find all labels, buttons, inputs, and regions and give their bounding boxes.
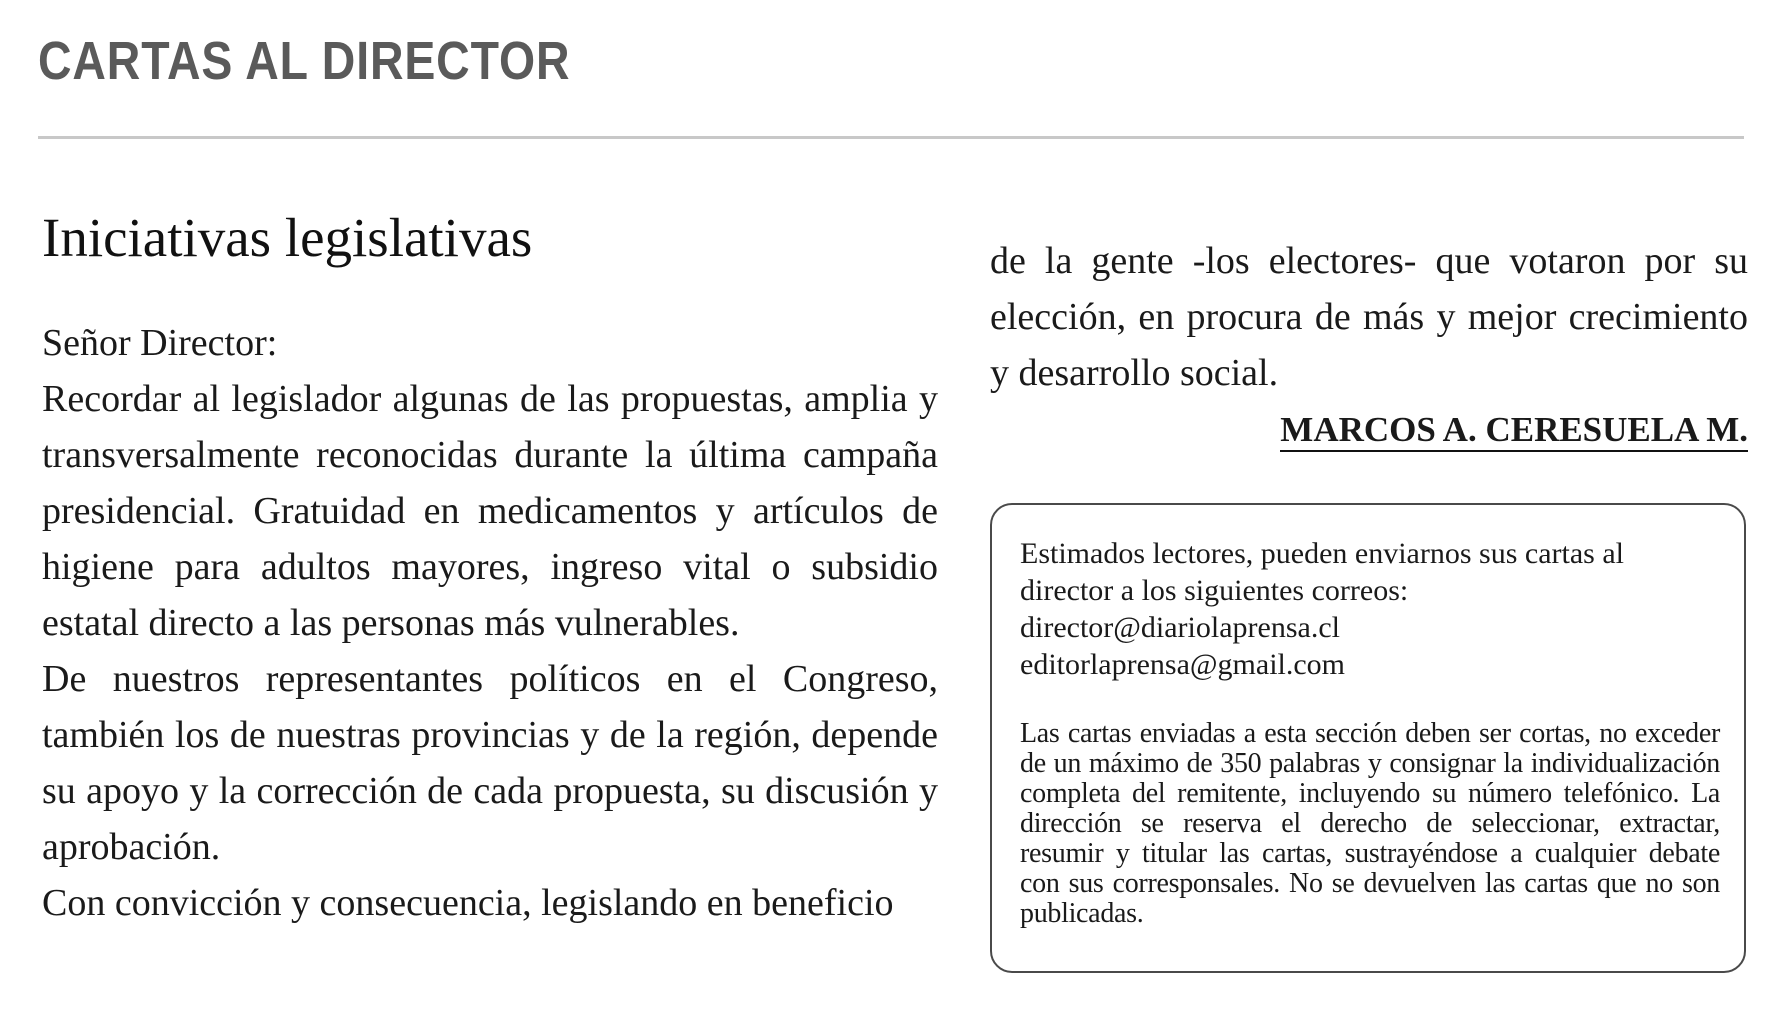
letter-signature bbox=[990, 407, 1748, 453]
notice-intro-line-2: director a los siguientes correos: bbox=[1020, 574, 1409, 607]
notice-intro-line-1: Estimados lectores, pueden enviarnos sus cartas al bbox=[1020, 537, 1624, 570]
letter-right-column bbox=[990, 233, 1748, 453]
reader-notice-box bbox=[990, 503, 1746, 973]
letter-continuation: de la gente -los electores- que votaron por su elección, en procura de más y mejor crecimiento y desarrollo social. bbox=[990, 240, 1748, 394]
notice-rules-text: Las cartas enviadas a esta sección deben ser cortas, no exceder de un máximo de 350 palabras y consignar la individualización completa del remitente, incluyendo su número telefónico. La dirección se reserva el derecho de seleccionar, extractar, resumir y titular las cartas, sustrayéndose a cualquier debate con sus corresponsales. No se devuelven las cartas que no son publicadas. bbox=[1020, 718, 1720, 929]
letter-salutation: Señor Director: bbox=[42, 322, 278, 364]
letter-title: Iniciativas legislativas bbox=[42, 207, 533, 268]
letter-paragraph-2: De nuestros representantes políticos en el Congreso, también los de nuestras provincias y de la región, depende su apoyo y la corrección de cada propuesta, su discusión y aprobación. bbox=[42, 658, 938, 868]
letter-paragraph-1: Recordar al legislador algunas de las propuestas, amplia y transversalmente reconocidas durante la última campaña presidencial. Gratuidad en medicamentos y artículos de higiene para adultos mayores, ingreso vital o subsidio estatal directo a las personas más vulnerables. bbox=[42, 378, 938, 644]
section-header: CARTAS AL DIRECTOR bbox=[38, 31, 571, 91]
header-divider bbox=[38, 136, 1744, 139]
notice-email-director: director@diariolaprensa.cl bbox=[1020, 611, 1340, 644]
letter-left-column bbox=[42, 205, 938, 931]
letter-paragraph-3: Con convicción y consecuencia, legislando en beneficio bbox=[42, 882, 894, 924]
notice-email-editor: editorlaprensa@gmail.com bbox=[1020, 648, 1346, 681]
signature-name: MARCOS A. CERESUELA M. bbox=[1280, 410, 1748, 452]
